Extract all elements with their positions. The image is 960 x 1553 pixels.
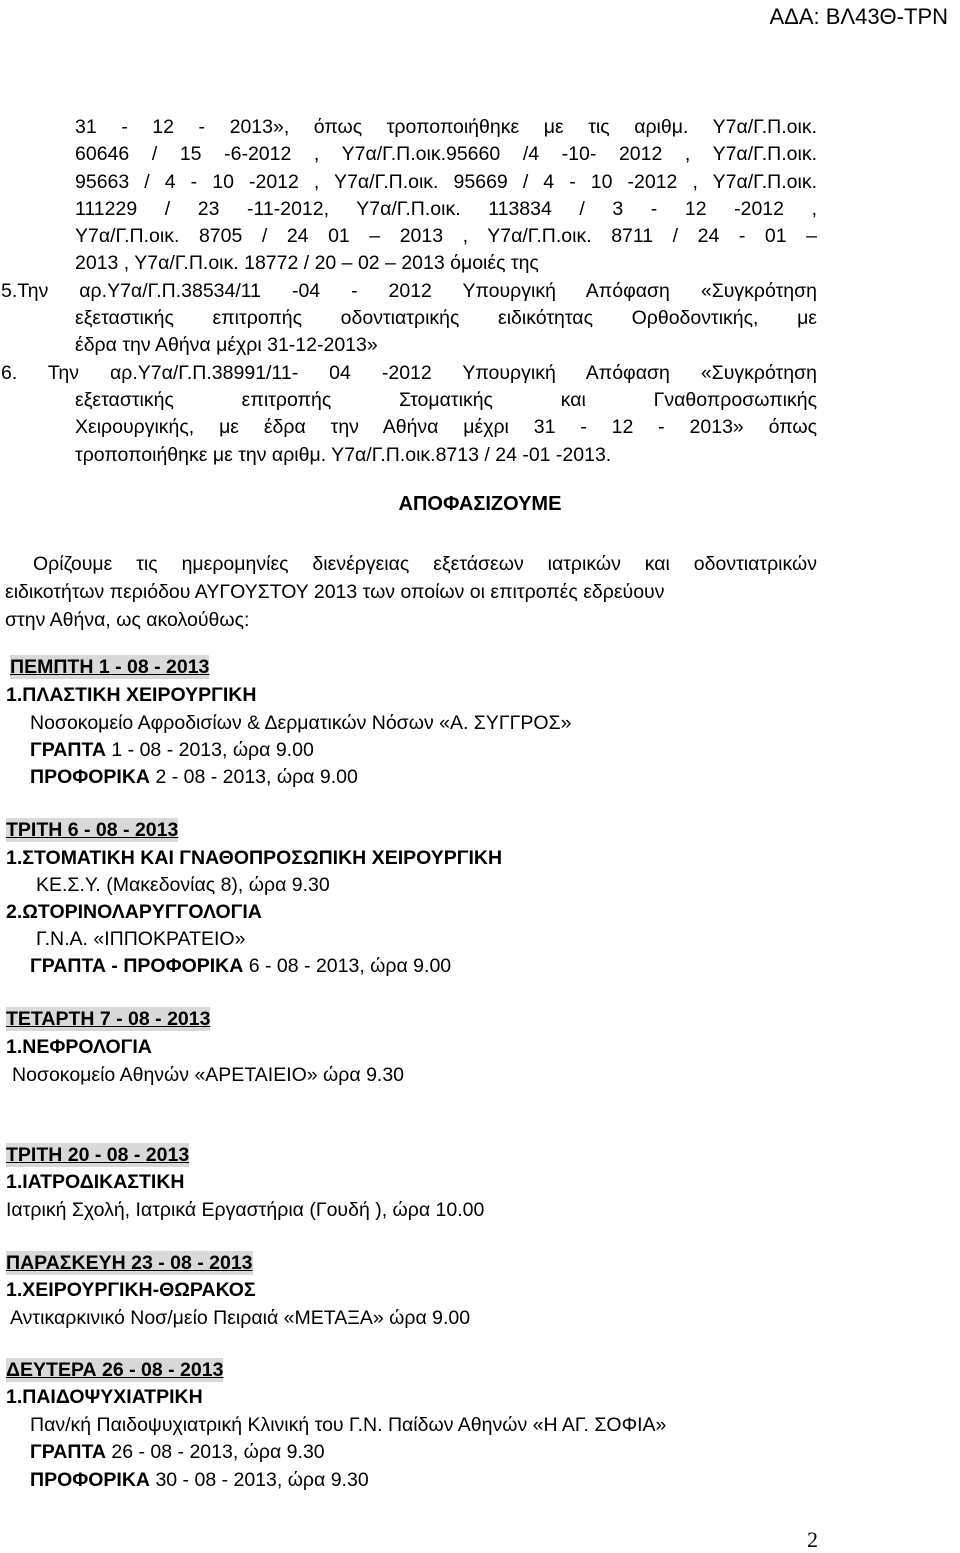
intro-line: 5.Την αρ.Υ7α/Γ.Π.38534/11 -04 - 2012 Υπουργική Απόφαση «Συγκρότηση <box>1 279 817 302</box>
intro-line: τροποποιήθηκε με την αριθμ. Υ7α/Γ.Π.οικ.8713 / 24 -01 -2013. <box>75 443 612 466</box>
schedule-day-heading: ΔΕΥΤΕΡΑ 26 - 08 - 2013 <box>6 1359 224 1381</box>
intro-line: 60646 / 15 -6-2012 , Υ7α/Γ.Π.οικ.95660 /4 -10- 2012 , Υ7α/Γ.Π.οικ. <box>75 143 817 166</box>
paragraph-line: ειδικοτήτων περιόδου ΑΥΓΟΥΣΤΟΥ 2013 των οποίων οι επιτροπές εδρεύουν <box>5 581 665 603</box>
schedule-day-heading: ΠΑΡΑΣΚΕΥΗ 23 - 08 - 2013 <box>6 1252 253 1274</box>
exam-date: 6 - 08 - 2013, ώρα 9.00 <box>243 955 452 977</box>
page-number: 2 <box>807 1527 818 1552</box>
written-label: ΓΡΑΠΤΑ <box>30 739 106 761</box>
specialty-label: 1.ΧΕΙΡΟΥΡΓΙΚΗ-ΘΩΡΑΚΟΣ <box>6 1279 256 1301</box>
intro-text <box>1 114 817 469</box>
oral-exam-line <box>30 1468 369 1492</box>
schedule-day-heading: ΤΡΙΤΗ 20 - 08 - 2013 <box>6 1144 190 1166</box>
intro-line: Υ7α/Γ.Π.οικ. 8705 / 24 01 – 2013 , Υ7α/Γ.Π.οικ. 8711 / 24 - 01 – <box>75 225 817 248</box>
intro-line: 95663 / 4 - 10 -2012 , Υ7α/Γ.Π.οικ. 95669 / 4 - 10 -2012 , Υ7α/Γ.Π.οικ. <box>75 170 817 193</box>
intro-line: εξεταστικής επιτροπής οδοντιατρικής ειδικότητας Ορθοδοντικής, με <box>75 307 817 330</box>
paragraph-line: στην Αθήνα, ως ακολούθως: <box>5 609 250 631</box>
venue-text: Γ.Ν.Α. «ΙΠΠΟΚΡΑΤΕΙΟ» <box>36 928 246 950</box>
oral-label: ΠΡΟΦΟΡΙΚΑ <box>30 766 151 788</box>
written-exam-line <box>30 1440 325 1464</box>
venue-text: Ιατρική Σχολή, Ιατρικά Εργαστήρια (Γουδή ), ώρα 10.00 <box>6 1199 485 1221</box>
oral-date: 2 - 08 - 2013, ώρα 9.00 <box>150 766 358 788</box>
written-date: 1 - 08 - 2013, ώρα 9.00 <box>106 739 314 761</box>
ada-code: ΑΔΑ: ΒΛ43Θ-ΤΡΝ <box>769 4 948 29</box>
venue-text: ΚΕ.Σ.Υ. (Μακεδονίας 8), ώρα 9.30 <box>36 874 330 896</box>
venue-text: Νοσοκομείο Αφροδισίων & Δερματικών Νόσων «Α. ΣΥΓΓΡΟΣ» <box>30 712 572 734</box>
specialty-label: 1.ΝΕΦΡΟΛΟΓΙΑ <box>6 1036 152 1058</box>
intro-line: 31 - 12 - 2013», όπως τροποποιήθηκε με τις αριθμ. Υ7α/Γ.Π.οικ. <box>75 116 817 138</box>
venue-text: Παν/κή Παιδοψυχιατρική Κλινική του Γ.Ν. Παίδων Αθηνών «Η ΑΓ. ΣΟΦΙΑ» <box>30 1414 667 1436</box>
intro-line: 111229 / 23 -11-2012, Υ7α/Γ.Π.οικ. 113834 / 3 - 12 -2012 , <box>75 197 817 220</box>
intro-line: εξεταστικής επιτροπής Στοματικής και Γναθοπροσωπικής <box>75 388 817 411</box>
specialty-label: 1.ΙΑΤΡΟΔΙΚΑΣΤΙΚΗ <box>6 1171 185 1193</box>
exam-line <box>30 954 451 978</box>
specialty-label: 2.ΩΤΟΡΙΝΟΛΑΡΥΓΓΟΛΟΓΙΑ <box>6 901 262 923</box>
specialty-label: 1.ΠΑΙΔΟΨΥΧΙΑΤΡΙΚΗ <box>6 1386 203 1408</box>
oral-date: 30 - 08 - 2013, ώρα 9.30 <box>150 1469 369 1491</box>
exam-label: ΓΡΑΠΤΑ - ΠΡΟΦΟΡΙΚΑ <box>30 955 244 977</box>
specialty-label: 1.ΣΤΟΜΑΤΙΚΗ ΚΑΙ ΓΝΑΘΟΠΡΟΣΩΠΙΚΗ ΧΕΙΡΟΥΡΓΙΚΗ <box>6 847 503 869</box>
venue-text: Αντικαρκινικό Νοσ/μείο Πειραιά «ΜΕΤΑΞΑ» ώρα 9.00 <box>10 1307 471 1329</box>
schedule-day-heading: ΤΡΙΤΗ 6 - 08 - 2013 <box>6 819 179 841</box>
schedule-day-heading: ΠΕΜΠΤΗ 1 - 08 - 2013 <box>10 656 210 678</box>
paragraph-line: Ορίζουμε τις ημερομηνίες διενέργειας εξετάσεων ιατρικών και οδοντιατρικών <box>33 553 817 575</box>
oral-exam-line <box>30 765 358 789</box>
written-exam-line <box>30 738 314 762</box>
intro-line: έδρα την Αθήνα μέχρι 31-12-2013» <box>75 334 378 357</box>
decision-heading: ΑΠΟΦΑΣΙΖΟΥΜΕ <box>398 493 562 515</box>
intro-line: 2013 , Υ7α/Γ.Π.οικ. 18772 / 20 – 02 – 2013 όμοιές της <box>75 252 539 275</box>
written-date: 26 - 08 - 2013, ώρα 9.30 <box>106 1441 325 1463</box>
specialty-label: 1.ΠΛΑΣΤΙΚΗ ΧΕΙΡΟΥΡΓΙΚΗ <box>6 684 257 706</box>
oral-label: ΠΡΟΦΟΡΙΚΑ <box>30 1469 151 1491</box>
venue-text: Νοσοκομείο Αθηνών «ΑΡΕΤΑΙΕΙΟ» ώρα 9.30 <box>12 1064 405 1086</box>
intro-line: 6. Την αρ.Υ7α/Γ.Π.38991/11- 04 -2012 Υπουργική Απόφαση «Συγκρότηση <box>1 361 817 384</box>
decision-paragraph <box>5 550 817 634</box>
written-label: ΓΡΑΠΤΑ <box>30 1441 106 1463</box>
schedule-day-heading: ΤΕΤΑΡΤΗ 7 - 08 - 2013 <box>6 1008 211 1030</box>
intro-line: Χειρουργικής, με έδρα την Αθήνα μέχρι 31 - 12 - 2013» όπως <box>75 416 817 439</box>
